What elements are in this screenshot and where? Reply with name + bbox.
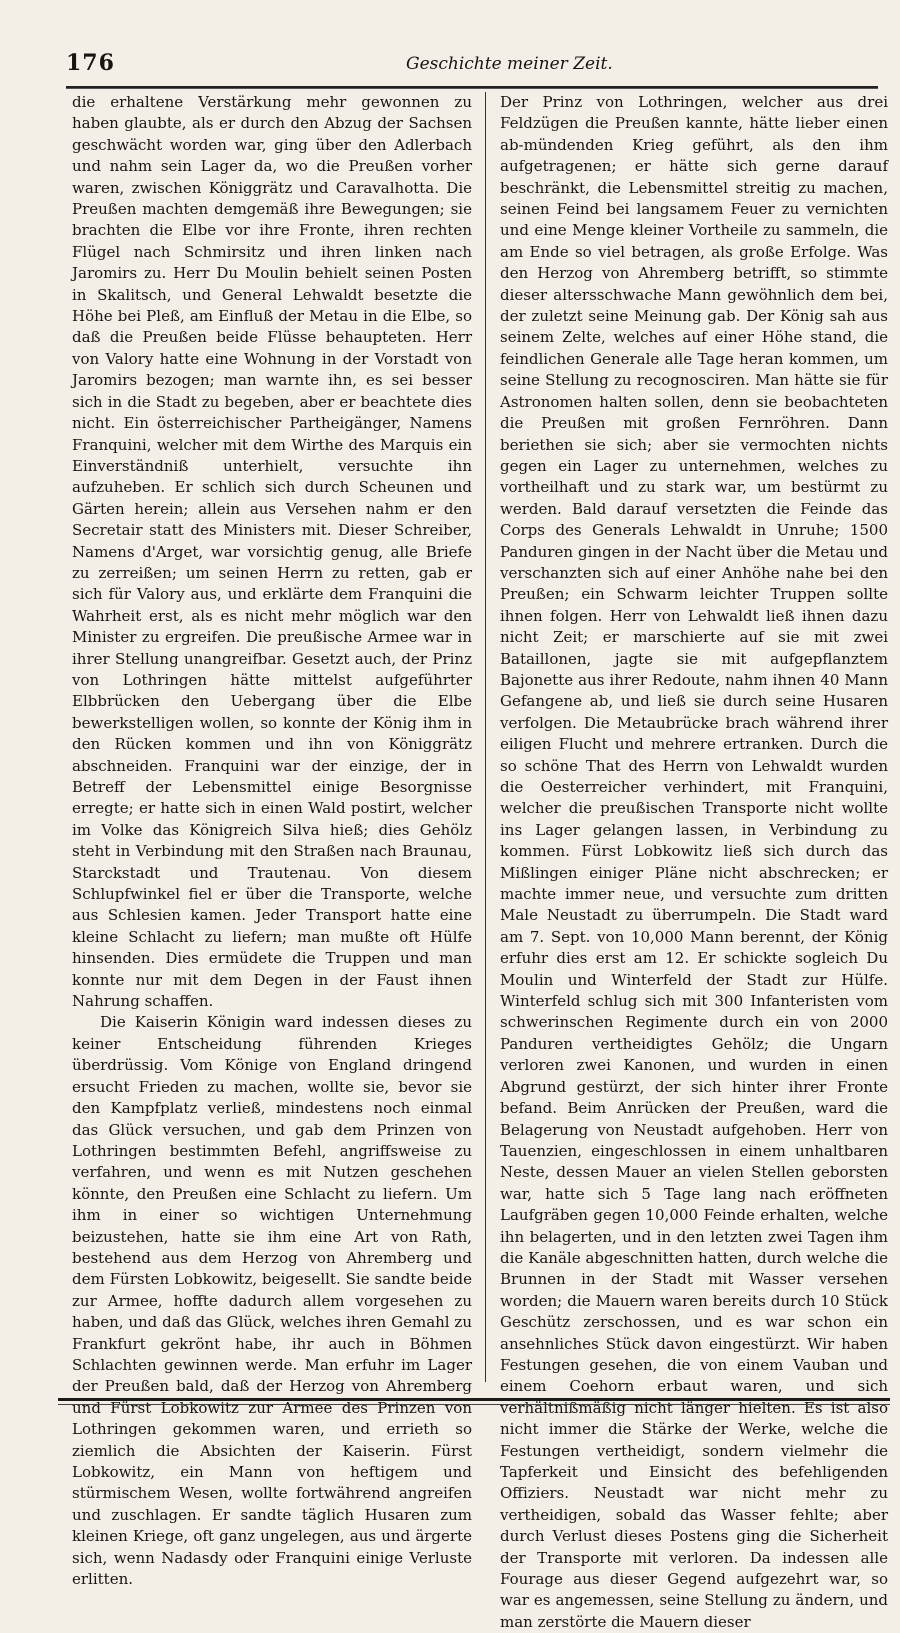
page-number: 176 <box>66 50 115 76</box>
bottom-rule-thin <box>58 1404 890 1405</box>
column-divider <box>485 92 486 1382</box>
paragraph: Der Prinz von Lothringen, welcher aus drei Feldzügen die Preußen kannte, hätte lieber einen ab-mündenden Krieg geführt, als den ihm aufgetragenen; er hätte sich gerne darauf beschränkt, die Lebensmittel streitig zu machen, seinen Feind bei langsamem Feuer zu vernichten und eine Menge kleiner Vortheile zu sammeln, die am Ende so viel betragen, als große Erfolge. Was den Herzog von Ahremberg betrifft, so stimmte dieser altersschwache Mann gewöhnlich dem bei, der zuletzt seine Meinung gab. Der König sah aus seinem Zelte, welches auf einer Höhe stand, die feindlichen Generale alle Tage heran kommen, um seine Stellung zu recognosciren. Man hätte sie für Astronomen halten sollen, denn sie beobachteten die Preußen mit großen Fernröhren. Dann beriethen sie sich; aber sie vermochten nichts gegen ein Lager zu unternehmen, welches zu vortheilhaft und zu stark war, um bestürmt zu werden. Bald darauf versetzten die Feinde das Corps des Generals Lehwaldt in Unruhe; 1500 Panduren gingen in der Nacht über die Metau und verschanzten sich auf einer Anhöhe nahe bei den Preußen; ein Schwarm leichter Truppen sollte ihnen folgen. Herr von Lehwaldt ließ ihnen dazu nicht Zeit; er marschierte auf sie mit zwei Bataillonen, jagte sie mit aufgepflanztem Bajonette aus ihrer Redoute, nahm ihnen 40 Mann Gefangene ab, und ließ sie durch seine Husaren verfolgen. Die Metaubrücke brach während ihrer eiligen Flucht und mehrere ertranken. Durch die so schöne That des Herrn von Lehwaldt wurden die Oesterreicher verhindert, mit Franquini, welcher die preußischen Transporte nicht wollte ins Lager gelangen lassen, in Verbindung zu kommen. Fürst Lobkowitz ließ sich durch das Mißlingen einiger Pläne nicht abschrecken; er machte immer neue, und versuchte zum dritten Male Neustadt zu überrumpeln. Die Stadt ward am 7. Sept. von 10,000 Mann berennt, der König erfuhr dies erst am 12. Er schickte sogleich Du Moulin und Winterfeld der Stadt zur Hülfe. Winterfeld schlug sich mit 300 Infanteristen vom schwerinschen Regimente durch ein von 2000 Panduren vertheidigtes Gehölz; die Ungarn verloren zwei Kanonen, und wurden in einen Abgrund gestürzt, der sich hinter ihrer Fronte befand. Beim Anrücken der Preußen, ward die Belagerung von Neustadt aufgehoben. Herr von Tauenzien, eingeschlossen in einem unhaltbaren Neste, dessen Mauer an vielen Stellen geborsten war, hatte sich 5 Tage lang nach eröffneten Laufgräben gegen 10,000 Feinde erhalten, welche ihn belagerten, und in den letzten zwei Tagen ihm die Kanäle abgeschnitten hatten, durch welche die Brunnen in der Stadt mit Wasser versehen worden; die Mauern waren bereits durch 10 Stück Geschütz zerschossen, und es war schon ein ansehnliches Stück davon eingestürzt. Wir haben Festungen gesehen, die von einem Vauban und einem Coehorn erbaut waren, und sich verhältnißmäßig nicht länger hielten. Es ist also nicht immer die Stärke der Werke, welche die Festungen vertheidigt, sondern vielmehr die Tapferkeit und Einsicht des befehligenden Offiziers. Neustadt war nicht mehr zu vertheidigen, sobald das Wasser fehlte; aber durch Verlust dieses Postens ging die Sicherheit der Transporte mit verloren. Da indessen alle Fourage aus dieser Gegend aufgezehrt war, so war es angemessen, seine Stellung zu ändern, und man zerstörte die Mauern dieser <box>500 93 888 1631</box>
right-column <box>500 92 888 1631</box>
paragraph: die erhaltene Verstärkung mehr gewonnen zu haben glaubte, als er durch den Abzug der Sachsen geschwächt worden war, ging über den Adlerbach und nahm sein Lager da, wo die Preußen vorher waren, zwischen Königgrätz und Caravalhotta. Die Preußen machten demgemäß ihre Bewegungen; sie brachten die Elbe vor ihre Fronte, ihren rechten Flügel nach Schmirsitz und ihren linken nach Jaromirs zu. Herr Du Moulin behielt seinen Posten in Skalitsch, und General Lehwaldt besetzte die Höhe bei Pleß, am Einfluß der Metau in die Elbe, so daß die Preußen beide Flüsse behaupteten. Herr von Valory hatte eine Wohnung in der Vorstadt von Jaromirs bezogen; man warnte ihn, es sei besser sich in die Stadt zu begeben, aber er beachtete dies nicht. Ein österreichischer Partheigänger, Namens Franquini, welcher mit dem Wirthe des Marquis ein Einverständniß unterhielt, versuchte ihn aufzuheben. Er schlich sich durch Scheunen und Gärten herein; allein aus Versehen nahm er den Secretair statt des Ministers mit. Dieser Schreiber, Namens d'Arget, war vorsichtig genug, alle Briefe zu zerreißen; um seinen Herrn zu retten, gab er sich für Valory aus, und erklärte dem Franquini die Wahrheit erst, als es nicht mehr möglich war den Minister zu ergreifen. Die preußische Armee war in ihrer Stellung unangreifbar. Gesetzt auch, der Prinz von Lothringen hätte mittelst aufgeführter Elbbrücken den Uebergang über die Elbe bewerkstelligen wollen, so konnte der König ihm in den Rücken kommen und ihn von Königgrätz abschneiden. Franquini war der einzige, der in Betreff der Lebensmittel einige Besorgnisse erregte; er hatte sich in einen Wald postirt, welcher im Volke das Königreich Silva hieß; dies Gehölz steht in Verbindung mit den Straßen nach Braunau, Starckstadt und Trautenau. Von diesem Schlupfwinkel fiel er über die Transporte, welche aus Schlesien kamen. Jeder Transport hatte eine kleine Schlacht zu liefern; man mußte oft Hülfe hinsenden. Dies ermüdete die Truppen und man konnte nur mit dem Degen in der Faust ihnen Nahrung schaffen. <box>72 93 472 1011</box>
paragraph: Die Kaiserin Königin ward indessen dieses zu keiner Entscheidung führenden Krieges überdrüssig. Vom Könige von England dringend ersucht Frieden zu machen, wollte sie, bevor sie den Kampfplatz verließ, mindestens noch einmal das Glück versuchen, und gab dem Prinzen von Lothringen bestimmten Befehl, angriffsweise zu verfahren, und wenn es mit Nutzen geschehen könnte, den Preußen eine Schlacht zu liefern. Um ihm in einer so wichtigen Unternehmung beizustehen, hatte sie ihm eine Art von Rath, bestehend aus dem Herzog von Ahremberg und dem Fürsten Lobkowitz, beigesellt. Sie sandte beide zur Armee, hoffte dadurch allem vorgesehen zu haben, und daß das Glück, welches ihren Gemahl zu Frankfurt gekrönt habe, ihr auch in Böhmen Schlachten gewinnen werde. Man erfuhr im Lager der Preußen bald, daß der Herzog von Ahremberg und Fürst Lobkowitz zur Armee des Prinzen von Lothringen gekommen waren, und errieth so ziemlich die Absichten der Kaiserin. Fürst Lobkowitz, ein Mann von heftigem und stürmischem Wesen, wollte fortwährend angreifen und zuschlagen. Er sandte täglich Husaren zum kleinen Kriege, oft ganz ungelegen, aus und ärgerte sich, wenn Nadasdy oder Franquini einige Verluste erlitten. <box>72 1013 472 1589</box>
header-rule <box>66 86 878 89</box>
page-header <box>66 48 878 84</box>
left-column <box>72 92 472 1589</box>
running-title: Geschichte meiner Zeit. <box>406 54 613 74</box>
bottom-rule <box>58 1398 890 1401</box>
